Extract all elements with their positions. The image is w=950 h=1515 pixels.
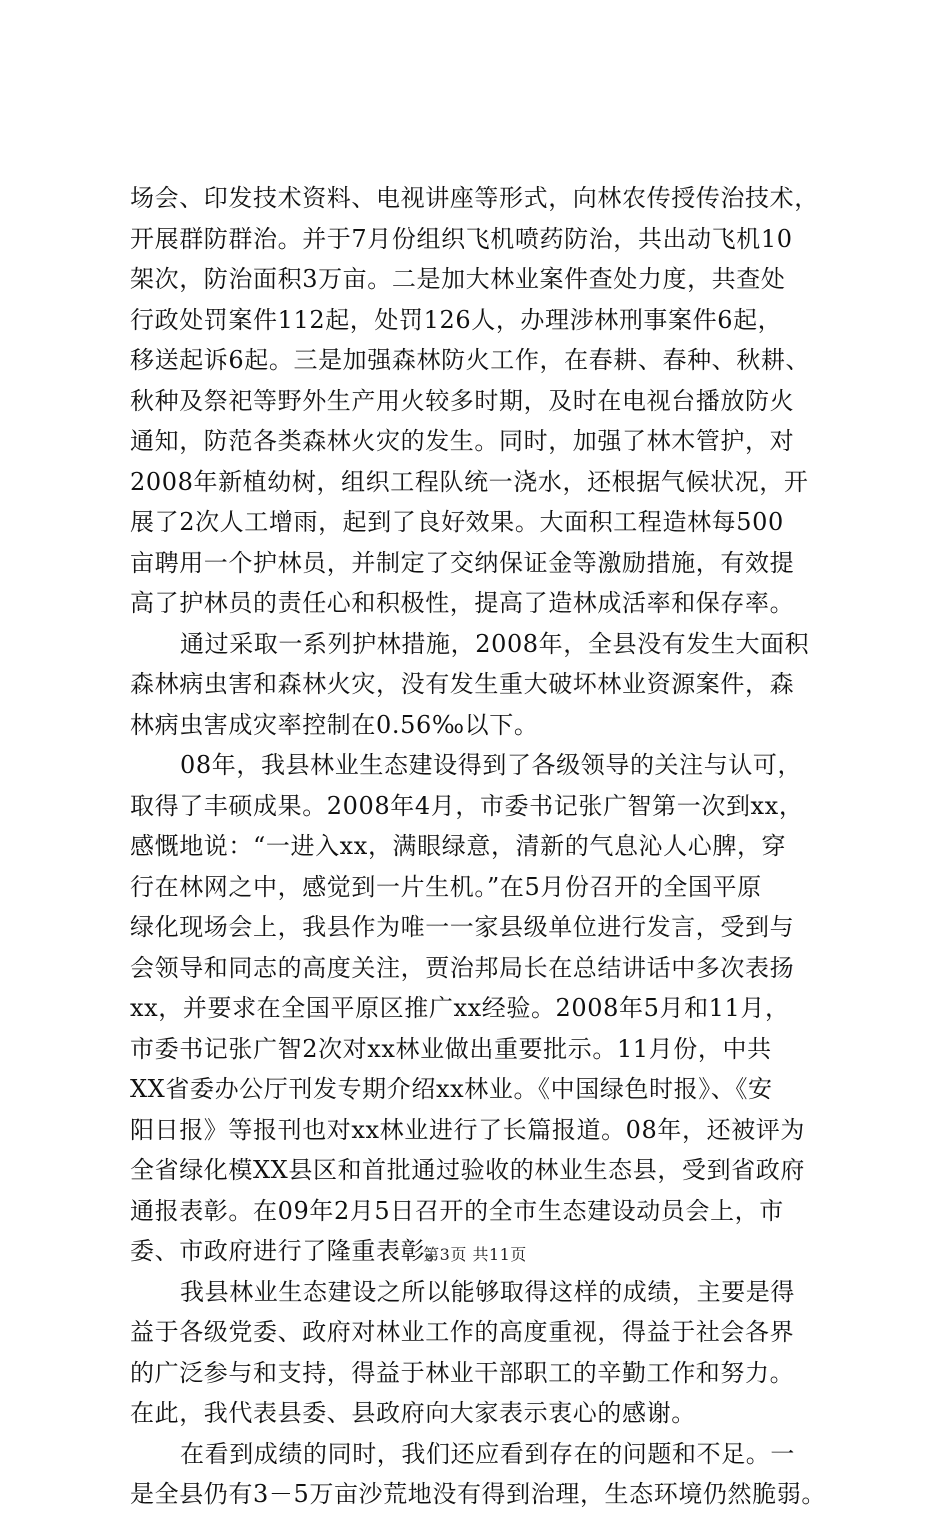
paragraph-first-line: 我县林业生态建设之所以能够取得这样的成绩，主要是得 xyxy=(180,1277,795,1306)
text-line: 全省绿化模XX县区和首批通过验收的林业生态县，受到省政府 xyxy=(130,1156,805,1184)
text-line: xx，并要求在全国平原区推广xx经验。2008年5月和11月， xyxy=(130,994,790,1022)
text-line: 行政处罚案件112起，处罚126人，办理涉林刑事案件6起， xyxy=(130,305,783,334)
text-line: 取得了丰硕成果。2008年4月，市委书记张广智第一次到xx， xyxy=(130,791,804,820)
text-line: 通报表彰。在09年2月5日召开的全市生态建设动员会上，市 xyxy=(130,1196,784,1225)
text-line: 行在林网之中，感觉到一片生机。”在5月份召开的全国平原 xyxy=(130,872,762,901)
paragraph-first-line: 在看到成绩的同时，我们还应看到存在的问题和不足。一 xyxy=(180,1439,795,1468)
text-line: 架次，防治面积3万亩。二是加大林业案件查处力度，共查处 xyxy=(130,265,786,293)
text-line: 委、市政府进行了隆重表彰。 xyxy=(130,1237,450,1265)
text-line: 感慨地说：“一进入xx，满眼绿意，清新的气息沁人心脾，穿 xyxy=(130,832,787,860)
text-line: 亩聘用一个护林员，并制定了交纳保证金等激励措施，有效提 xyxy=(130,548,795,577)
text-line: 绿化现场会上，我县作为唯一一家县级单位进行发言，受到与 xyxy=(130,913,795,941)
text-line: 场会、印发技术资料、电视讲座等形式，向林农传授传治技术， xyxy=(130,184,819,212)
text-line: 市委书记张广智2次对xx林业做出重要批示。11月份，中共 xyxy=(130,1034,772,1063)
paragraph-first-line: 08年，我县林业生态建设得到了各级领导的关注与认可， xyxy=(180,751,803,779)
text-line: 的广泛参与和支持，得益于林业干部职工的辛勤工作和努力。 xyxy=(130,1358,795,1387)
text-line: XX省委办公厅刊发专期介绍xx林业。《中国绿色时报》、《安 xyxy=(130,1075,773,1103)
text-line: 林病虫害成灾率控制在0.56‰以下。 xyxy=(130,710,539,739)
text-line: 会领导和同志的高度关注，贾治邦局长在总结讲话中多次表扬 xyxy=(130,953,795,982)
text-line: 2008年新植幼树，组织工程队统一浇水，还根据气候状况，开 xyxy=(130,467,809,496)
text-line: 高了护林员的责任心和积极性，提高了造林成活率和保存率。 xyxy=(130,589,795,617)
page-number-footer: 第3页 共11页 xyxy=(423,1245,527,1264)
text-line: 是全县仍有3－5万亩沙荒地没有得到治理，生态环境仍然脆弱。 xyxy=(130,1480,826,1508)
body-text xyxy=(130,178,860,1515)
text-line: 益于各级党委、政府对林业工作的高度重视，得益于社会各界 xyxy=(130,1318,795,1346)
text-line: 开展群防群治。并于7月份组织飞机喷药防治，共出动飞机10 xyxy=(130,224,793,253)
text-line: 森林病虫害和森林火灾，没有发生重大破坏林业资源案件，森 xyxy=(130,670,795,698)
paragraph-first-line: 通过采取一系列护林措施，2008年，全县没有发生大面积 xyxy=(180,629,810,658)
text-line: 展了2次人工增雨，起到了良好效果。大面积工程造林每500 xyxy=(130,508,784,536)
text-line: 阳日报》等报刊也对xx林业进行了长篇报道。08年，还被评为 xyxy=(130,1115,806,1144)
text-line: 通知，防范各类森林火灾的发生。同时，加强了林木管护，对 xyxy=(130,427,795,455)
text-line: 秋种及祭祀等野外生产用火较多时期，及时在电视台播放防火 xyxy=(130,386,795,415)
text-line: 移送起诉6起。三是加强森林防火工作，在春耕、春种、秋耕、 xyxy=(130,346,811,374)
text-line: 在此，我代表县委、县政府向大家表示衷心的感谢。 xyxy=(130,1399,696,1427)
